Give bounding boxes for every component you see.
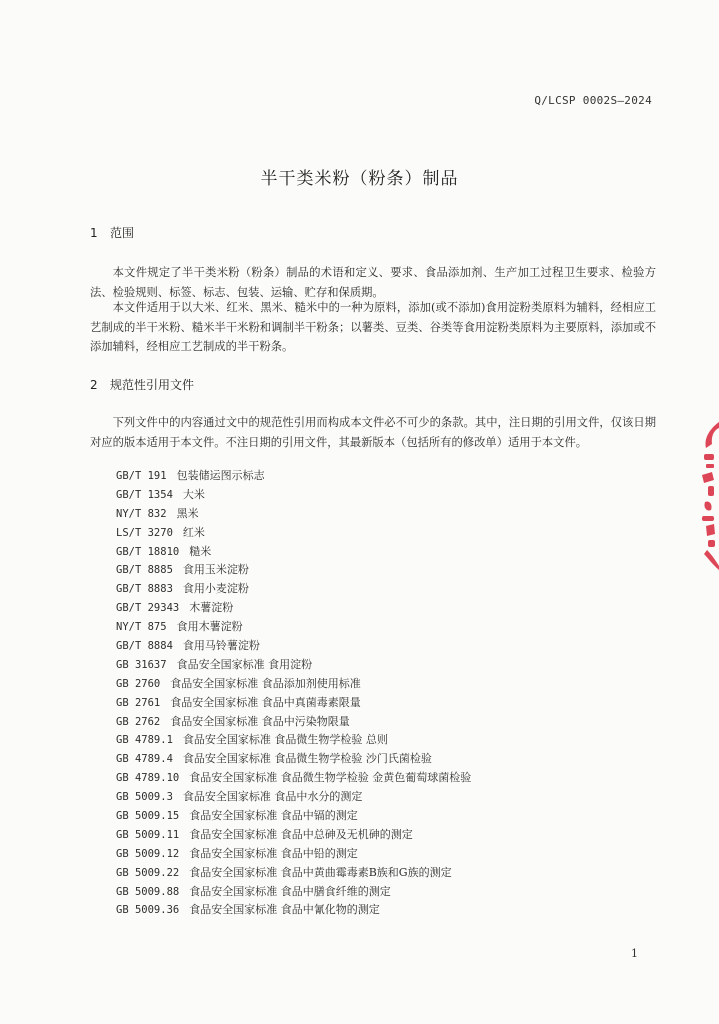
reference-item xyxy=(116,807,471,826)
reference-item xyxy=(116,561,471,580)
reference-title: 食品安全国家标准 食品中污染物限量 xyxy=(170,714,350,728)
standard-code: Q/LCSP 0002S—2024 xyxy=(534,94,652,107)
reference-code: GB/T 1354 xyxy=(116,488,173,501)
reference-code: GB 31637 xyxy=(116,658,167,671)
page-number: 1 xyxy=(631,947,638,960)
reference-title: 包装储运图示标志 xyxy=(176,469,265,482)
reference-title: 食品安全国家标准 食品中镉的测定 xyxy=(189,809,358,823)
reference-title: 食品安全国家标准 食品中黄曲霉毒素B族和G族的测定 xyxy=(189,865,452,879)
reference-code: GB/T 29343 xyxy=(116,602,180,615)
reference-code: NY/T 832 xyxy=(116,507,167,520)
reference-code: GB/T 8885 xyxy=(116,564,173,577)
normative-references-paragraph: 下列文件中的内容通过文中的规范性引用而构成本文件必不可少的条款。其中，注日期的引用文件，仅该日期对应的版本适用于本文件。不注日期的引用文件，其最新版本（包括所有的修改单）适用于本文件。 xyxy=(90,416,656,449)
section-1-heading xyxy=(90,224,134,241)
reference-item xyxy=(116,788,471,807)
reference-title: 食品安全国家标准 食品中氰化物的测定 xyxy=(189,903,380,917)
reference-title: 食品安全国家标准 食品中铅的测定 xyxy=(189,846,358,860)
reference-list xyxy=(116,467,471,920)
reference-item xyxy=(116,637,471,656)
reference-title: 食品安全国家标准 食品中膳食纤维的测定 xyxy=(189,884,391,898)
section-2-heading xyxy=(90,376,194,393)
reference-code: GB/T 8883 xyxy=(116,583,173,596)
reference-code: GB 5009.15 xyxy=(116,810,180,823)
section-1-title: 范围 xyxy=(110,226,135,240)
reference-title: 食用马铃薯淀粉 xyxy=(182,639,260,653)
reference-title: 黑米 xyxy=(176,506,199,520)
reference-title: 食用玉米淀粉 xyxy=(182,563,249,577)
document-title: 半干类米粉（粉条）制品 xyxy=(260,169,459,189)
reference-title: 食品安全国家标准 食品微生物学检验 总则 xyxy=(182,733,388,747)
reference-title: 食品安全国家标准 食品中真菌毒素限量 xyxy=(170,695,361,709)
reference-item xyxy=(116,750,471,769)
reference-item xyxy=(116,845,471,864)
seal-stamp xyxy=(690,420,719,570)
reference-title: 红米 xyxy=(182,525,205,539)
reference-code: GB 5009.22 xyxy=(116,866,180,879)
reference-item xyxy=(116,901,471,920)
reference-title: 食用木薯淀粉 xyxy=(176,620,243,634)
reference-title: 食品安全国家标准 食品中总砷及无机砷的测定 xyxy=(189,827,413,841)
reference-item xyxy=(116,543,471,562)
reference-item xyxy=(116,505,471,524)
reference-title: 食品安全国家标准 食品中水分的测定 xyxy=(182,790,363,804)
reference-code: GB 2762 xyxy=(116,715,161,728)
reference-item xyxy=(116,675,471,694)
reference-code: GB 5009.12 xyxy=(116,847,180,860)
reference-code: GB 2761 xyxy=(116,696,161,709)
reference-item xyxy=(116,864,471,883)
reference-title: 食品安全国家标准 食用淀粉 xyxy=(176,657,313,671)
reference-item xyxy=(116,769,471,788)
reference-code: GB/T 18810 xyxy=(116,545,180,558)
reference-item xyxy=(116,580,471,599)
section-1-number: 1 xyxy=(90,226,98,240)
scope-paragraph-2: 本文件适用于以大米、红米、黑米、糙米中的一种为原料，添加(或不添加)食用淀粉类原料为辅料，经相应工艺制成的半干米粉、糙米半干米粉和调制半干粉条；以薯类、豆类、谷类等食用淀粉类原料为主要原料，添加或不添加辅料，经相应工艺制成的半干粉条。 xyxy=(90,301,656,353)
reference-code: GB 2760 xyxy=(116,677,161,690)
reference-code: GB 5009.11 xyxy=(116,828,180,841)
reference-item xyxy=(116,618,471,637)
reference-title: 食品安全国家标准 食品添加剂使用标准 xyxy=(170,676,361,690)
reference-code: GB/T 8884 xyxy=(116,640,173,653)
reference-title: 糙米 xyxy=(189,544,212,558)
reference-code: GB 5009.36 xyxy=(116,904,180,917)
reference-title: 食品安全国家标准 食品微生物学检验 金黄色葡萄球菌检验 xyxy=(189,771,472,785)
reference-item xyxy=(116,826,471,845)
reference-title: 大米 xyxy=(182,487,205,501)
reference-code: GB 4789.10 xyxy=(116,772,180,785)
reference-item xyxy=(116,731,471,750)
reference-item xyxy=(116,467,471,486)
reference-item xyxy=(116,486,471,505)
reference-item xyxy=(116,524,471,543)
reference-code: GB 4789.1 xyxy=(116,734,173,747)
reference-item xyxy=(116,656,471,675)
reference-code: GB/T 191 xyxy=(116,470,167,482)
section-2-number: 2 xyxy=(90,378,98,392)
reference-code: GB 4789.4 xyxy=(116,753,173,766)
reference-title: 食品安全国家标准 食品微生物学检验 沙门氏菌检验 xyxy=(182,752,432,766)
reference-code: GB 5009.3 xyxy=(116,791,173,804)
reference-title: 木薯淀粉 xyxy=(189,601,234,615)
reference-item xyxy=(116,694,471,713)
reference-item xyxy=(116,713,471,732)
reference-code: GB 5009.88 xyxy=(116,885,180,898)
reference-item xyxy=(116,883,471,902)
scope-paragraph-1: 本文件规定了半干类米粉（粉条）制品的术语和定义、要求、食品添加剂、生产加工过程卫生要求、检验方法、检验规则、标签、标志、包装、运输、贮存和保质期。 xyxy=(90,266,656,299)
reference-item xyxy=(116,599,471,618)
reference-code: NY/T 875 xyxy=(116,621,167,634)
section-2-title: 规范性引用文件 xyxy=(110,378,195,392)
reference-code: LS/T 3270 xyxy=(116,526,173,539)
seal-stamp-marks xyxy=(702,422,719,570)
reference-title: 食用小麦淀粉 xyxy=(182,582,249,596)
